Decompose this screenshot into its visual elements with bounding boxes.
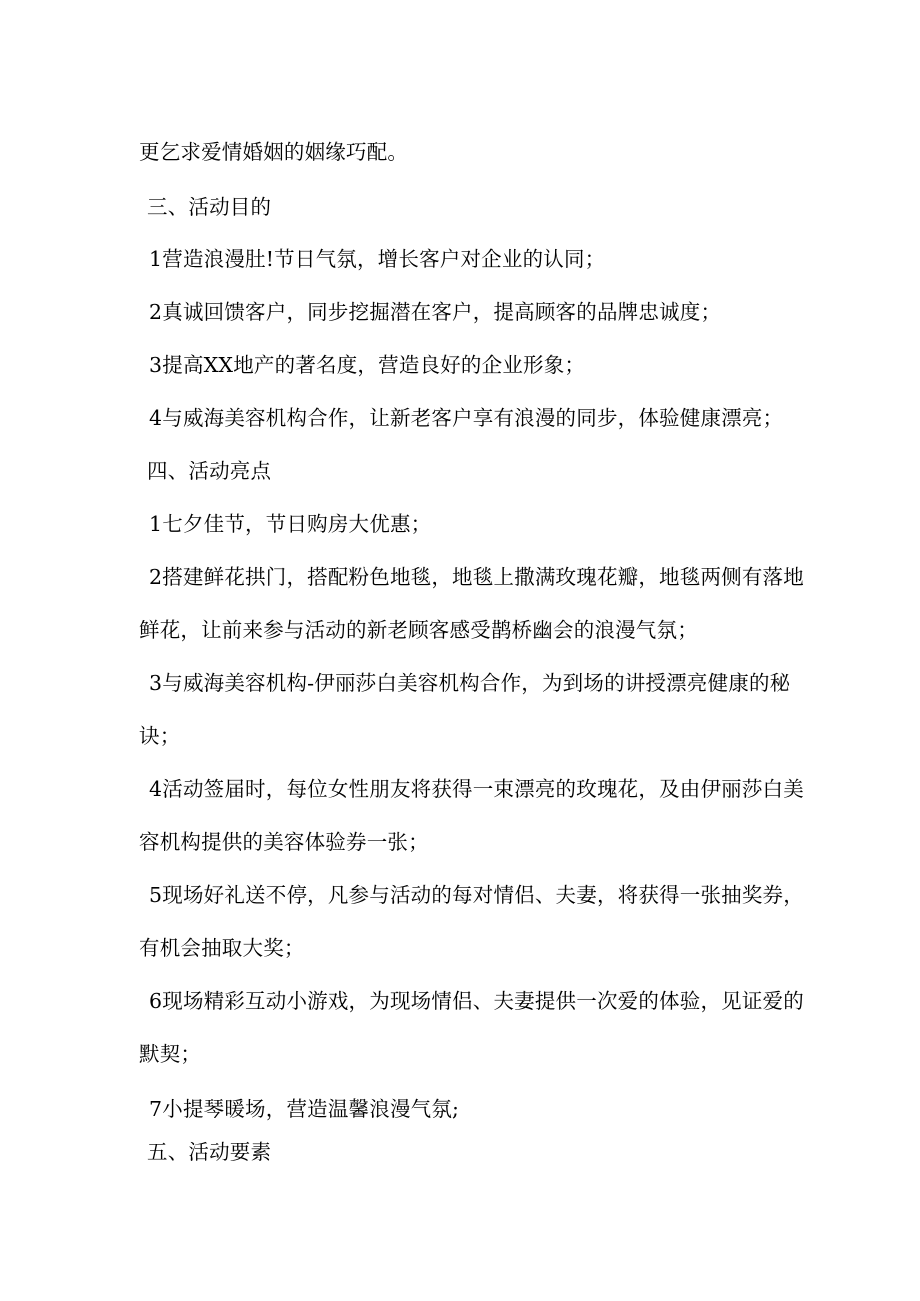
highlight-item-6-line-1: 6现场精彩互动小游戏，为现场情侣、夫妻提供一次爱的体验，见证爱的 bbox=[149, 989, 804, 1013]
paragraph-line-intro-continuation: 更乞求爱情婚姻的姻缘巧配。 bbox=[139, 140, 409, 164]
highlight-item-3-line-1: 3与威海美容机构-伊丽莎白美容机构合作，为到场的讲授漂亮健康的秘 bbox=[149, 671, 791, 695]
highlight-item-3-line-2: 诀； bbox=[139, 724, 181, 748]
highlight-item-7: 7小提琴暖场，营造温馨浪漫气氛; bbox=[149, 1097, 460, 1121]
section-heading-goals: 三、活动目的 bbox=[147, 195, 272, 219]
goal-item-4: 4与威海美容机构合作，让新老客户享有浪漫的同步，体验健康漂亮； bbox=[149, 406, 784, 430]
highlight-item-4-line-2: 容机构提供的美容体验券一张； bbox=[139, 830, 429, 854]
goal-item-1: 1营造浪漫肚!节日气氛，增长客户对企业的认同； bbox=[149, 247, 606, 271]
section-heading-elements: 五、活动要素 bbox=[147, 1140, 272, 1164]
goal-item-2: 2真诚回馈客户，同步挖掘潜在客户，提高顾客的品牌忠诚度； bbox=[149, 300, 722, 324]
highlight-item-2-line-2: 鲜花，让前来参与活动的新老顾客感受鹊桥幽会的浪漫气氛； bbox=[139, 618, 698, 642]
highlight-item-2-line-1: 2搭建鲜花拱门，搭配粉色地毯，地毯上撒满玫瑰花瓣，地毯两侧有落地 bbox=[149, 565, 804, 589]
highlight-item-1: 1七夕佳节，节日购房大优惠； bbox=[149, 512, 432, 536]
highlight-item-4-line-1: 4活动签届时，每位女性朋友将获得一束漂亮的玫瑰花，及由伊丽莎白美 bbox=[149, 777, 804, 801]
section-heading-highlights: 四、活动亮点 bbox=[147, 459, 272, 483]
highlight-item-5-line-1: 5现场好礼送不停，凡参与活动的每对情侣、夫妻，将获得一张抽奖券， bbox=[149, 883, 804, 907]
highlight-item-5-line-2: 有机会抽取大奖； bbox=[139, 936, 305, 960]
highlight-item-6-line-2: 默契； bbox=[139, 1042, 202, 1066]
goal-item-3: 3提高XX地产的著名度，营造良好的企业形象； bbox=[149, 353, 586, 377]
